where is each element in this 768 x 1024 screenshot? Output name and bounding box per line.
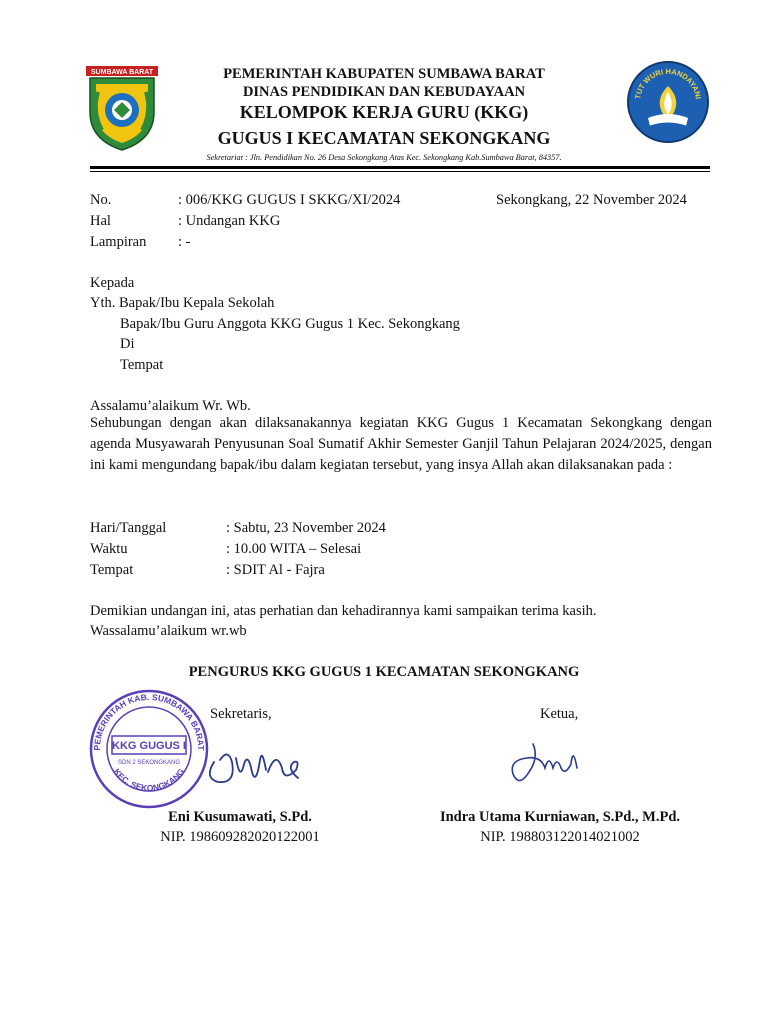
recipient-line-2: Bapak/Ibu Guru Anggota KKG Gugus 1 Kec. Sekongkang xyxy=(120,316,460,332)
number-label: No. xyxy=(90,192,112,208)
body-paragraph: Sehubungan dengan akan dilaksanakannya kegiatan KKG Gugus 1 Kecamatan Sekongkang dengan agenda Musyawarah Penyusunan Soal Sumatif Akhir Semester Ganjil Tahun Pelajaran 2024/2025, dengan ini kami mengundang bapak/ibu dalam kegiatan tersebut, yang insya Allah akan dilaksanakan pada : xyxy=(90,415,712,473)
chairman-role: Ketua, xyxy=(540,706,579,722)
chairman-signature xyxy=(505,738,585,790)
letter-date: Sekongkang, 22 November 2024 xyxy=(496,192,687,208)
svg-text:KKG GUGUS I: KKG GUGUS I xyxy=(112,740,186,752)
secretary-nip: NIP. 198609282020122001 xyxy=(160,829,320,845)
letterhead-rule-thick xyxy=(90,166,710,169)
svg-text:TUT WURI HANDAYANI: TUT WURI HANDAYANI xyxy=(633,66,703,100)
letterhead-address: Sekretariat : Jln. Pendidikan No. 26 Desa Sekongkang Atas Kec. Sekongkang Kab.Sumbawa Barat, 84357. xyxy=(206,153,562,162)
closing-thanks: Demikian undangan ini, atas perhatian dan kehadirannya kami sampaikan terima kasih. xyxy=(90,603,597,619)
secretary-name: Eni Kusumawati, S.Pd. xyxy=(168,809,312,825)
svg-text:PEMERINTAH KAB. SUMBAWA BARAT: PEMERINTAH KAB. SUMBAWA BARAT xyxy=(91,692,207,751)
secretary-signature xyxy=(200,738,310,790)
event-place-value: : SDIT Al - Fajra xyxy=(226,562,325,578)
greeting: Assalamu’alaikum Wr. Wb. xyxy=(90,398,251,414)
subject-value: : Undangan KKG xyxy=(178,213,281,229)
letterhead-department: DINAS PENDIDIKAN DAN KEBUDAYAAN xyxy=(242,84,526,100)
recipient-line-1: Yth. Bapak/Ibu Kepala Sekolah xyxy=(90,295,275,311)
event-time-value: : 10.00 WITA – Selesai xyxy=(226,541,362,557)
svg-text:KEC. SEKONGKANG: KEC. SEKONGKANG xyxy=(111,766,187,793)
attachment-label: Lampiran xyxy=(90,234,147,250)
event-place-label: Tempat xyxy=(90,562,134,578)
subject-label: Hal xyxy=(90,213,111,229)
recipient-line-4: Tempat xyxy=(120,357,164,373)
letterhead-government: PEMERINTAH KABUPATEN SUMBAWA BARAT xyxy=(223,66,545,82)
signature-heading: PENGURUS KKG GUGUS 1 KECAMATAN SEKONGKANG xyxy=(188,664,580,680)
kkg-stamp xyxy=(88,688,210,810)
svg-text:SDN 2 SEKONGKANG: SDN 2 SEKONGKANG xyxy=(117,760,181,766)
letterhead-rule-thin xyxy=(90,171,710,172)
secretary-role: Sekretaris, xyxy=(210,706,272,722)
closing-salutation: Wassalamu’alaikum wr.wb xyxy=(90,623,247,639)
attachment-value: : - xyxy=(178,234,191,250)
recipient-line-3: Di xyxy=(120,336,135,352)
tut-wuri-handayani-logo xyxy=(626,60,710,144)
svg-text:SUMBAWA BARAT: SUMBAWA BARAT xyxy=(90,69,154,76)
number-value: : 006/KKG GUGUS I SKKG/XI/2024 xyxy=(178,192,401,208)
chairman-nip: NIP. 198803122014021002 xyxy=(480,829,640,845)
event-date-label: Hari/Tanggal xyxy=(90,520,167,536)
recipient-kepada: Kepada xyxy=(90,275,135,291)
letterhead-organization: KELOMPOK KERJA GURU (KKG) xyxy=(239,102,529,122)
event-date-value: : Sabtu, 23 November 2024 xyxy=(226,520,386,536)
event-time-label: Waktu xyxy=(90,541,128,557)
letterhead-cluster: GUGUS I KECAMATAN SEKONGKANG xyxy=(217,128,551,148)
chairman-name: Indra Utama Kurniawan, S.Pd., M.Pd. xyxy=(439,809,681,825)
